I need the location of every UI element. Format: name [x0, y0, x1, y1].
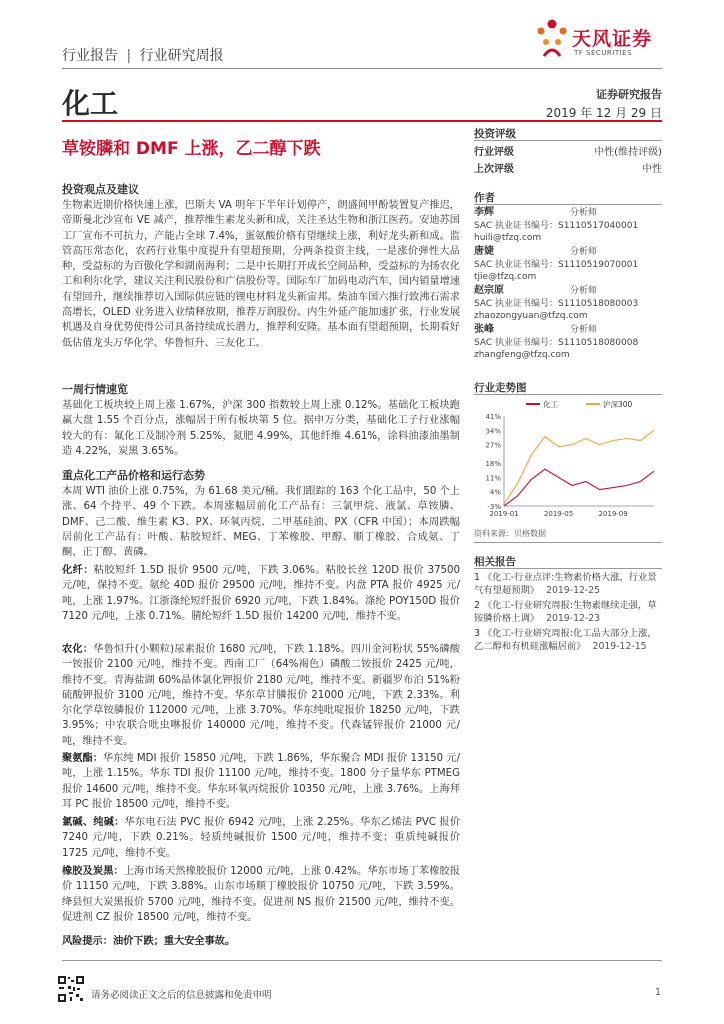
author-email[interactable]: tjie@tfzq.com [474, 272, 537, 282]
x-tick-label: 2019-01 [489, 510, 519, 518]
footer-divider [62, 960, 662, 961]
header-divider [62, 68, 662, 69]
report-date: 2019 年 12 月 29 日 [545, 106, 662, 120]
brand-name: 天风证券 [572, 28, 653, 50]
x-tick-label: 2019-05 [543, 510, 574, 518]
paragraph-weekly: 基础化工板块较上周上涨 1.67%，沪深 300 指数较上周上涨 0.12%。基础化工板块跑赢大盘 1.55 个百分点，涨幅居于所有板块第 5 位。据申万分类，基础化工子行业涨幅较大的有：氟化工及制冷剂 5.25%，氮肥 4.99%，其他纤维 4.61%，涂料油漆油墨制造 4.22%，炭黑 3.65%。 [62, 400, 460, 457]
author-card: 张峰 分析师 SAC 执业证书编号：S1110518080008 zhangfeng@tfzq.com [474, 324, 662, 362]
authors-divider [474, 204, 662, 205]
report-title: 草铵膦和 DMF 上涨，乙二醇下跌 [62, 139, 321, 159]
related-report-item[interactable]: 3 《化工-行业研究周报:化工品大部分上涨，乙二醇和有机硅涨幅居前》 2019-12-15 [474, 628, 657, 653]
industry-category: 化工 [62, 87, 119, 120]
paragraph-pu: 聚氨酯：华东纯 MDI 报价 15850 元/吨，下跌 1.86%，华东聚合 MDI 报价 13150 元/吨，上涨 1.15%。华东 TDI 报价 11100 元/吨，维持不变。1800 分子量华东 PTMEG 报价 14600 元/吨，维持不变。华东环氧丙烷报价 10350 元/吨，上涨 3.76%。上海拜耳 PC 报价 18500 元/吨，维持不变。 [62, 753, 460, 810]
y-tick-label: 41% [485, 413, 501, 421]
paragraph-risk: 风险提示：油价下跌；重大安全事故。 [62, 936, 236, 947]
paragraph-agro: 农化：华鲁恒升(小颗粒)尿素报价 1680 元/吨，下跌 1.18%。四川金河粉状 55%磷酸一铵报价 2100 元/吨，维持不变。西南工厂（64%褐色）磷酸二铵报价 2425 元/吨，维持不变。青海盐湖 60%晶体氯化钾报价 2180 元/吨，维持不变。新疆罗布泊 51%粉硫酸钾报价 3100 元/吨，维持不变。华东草甘膦报价 21000 元/吨，下跌 2.33%。利尔化学草铵膦报价 112000 元/吨，上涨 3.70%。华东纯吡啶报价 18250 元/吨，下跌 3.95%；中农联合吡虫啉报价 140000 元/吨，维持不变。代森锰锌报价 21000 元/吨，维持不变。 [62, 644, 461, 747]
related-divider [474, 568, 662, 569]
y-tick-label: 11% [485, 474, 501, 483]
author-card: 唐婕 分析师 SAC 执业证书编号：S1110519070001 tjie@tfzq.com [474, 246, 662, 284]
related-report-item[interactable]: 1 《化工-行业点评:生物素价格大涨，行业景气有望超预期》 2019-12-25 [474, 572, 657, 597]
brand-logo-icon [532, 16, 572, 60]
header-report-type: 行业报告 | 行业研究周报 [62, 48, 224, 64]
legend-label: 化工 [543, 400, 558, 409]
paragraph-views: 生物素近期价格快速上涨，巴斯夫 VA 明年下半年计划停产，朗盛间甲酚装置复产推迟，帝斯曼北沙宣布 VE 减产，推荐维生素龙头新和成，关注圣达生物和浙江医药。安迪苏国工厂宣布不可抗力，产能占全球 7.4%，蛋氨酸价格有望继续上涨，利好龙头新和成。监管高压常态化，农药行业集中度提升有望超预期，分两条投资主线，一是涨价弹性大品种，受益标的为百傲化学和湖南海利；二是中长期打开成长空间品种，受益标的为扬农化工和利尔化学，建议关注利民股份和广信股份等。国际车厂加码电动汽车，国内销量增速有望回升，继续推荐切入国际供应链的锂电材料龙头新宙邦。柴油车国六推行致沸石需求高增长，OLED 业务进入业绩释放期，推荐万润股份。内生外延产能加速扩张，行业发展机遇及自身优势使得公司具备持续成长潜力，推荐利安隆。基本面有望超预期，长期看好低估值龙头万华化学、华鲁恒升、三友化工。 [62, 200, 460, 349]
y-tick-label: 27% [485, 441, 501, 450]
author-email[interactable]: zhaozongyuan@tfzq.com [474, 311, 588, 321]
author-card: 李辉 分析师 SAC 执业证书编号：S1110517040001 huili@tfzq.com [474, 207, 662, 245]
paragraph-chlor-alkali: 氯碱、纯碱：华东电石法 PVC 报价 6942 元/吨，上涨 2.25%。华东乙烯法 PVC 报价 7240 元/吨，下跌 0.21%。轻质纯碱报价 1500 元/吨，维持不变；重质纯碱报价 1725 元/吨，维持不变。 [62, 817, 461, 859]
rating-heading: 投资评级 [474, 128, 516, 140]
legend-label: 沪深300 [603, 400, 633, 409]
paragraph-fiber: 化纤：粘胶短纤 1.5D 报价 9500 元/吨，下跌 3.06%。粘胶长丝 120D 报价 37500 元/吨，保持不变。氨纶 40D 报价 29500 元/吨，维持不变。内盘 PTA 报价 4925 元/吨，上涨 1.97%。江浙涤纶短纤报价 6920 元/吨，下跌 1.84%。涤纶 POY150D 报价 7120 元/吨，上涨 0.71%。腈纶短纤 1.5D 报价 14200 元/吨，维持不变。 [62, 565, 461, 622]
paragraph-rubber: 橡胶及炭黑：上海市场天然橡胶报价 12000 元/吨，上涨 0.42%。华东市场丁苯橡胶报价 11150 元/吨，下跌 3.88%。山东市场顺丁橡胶报价 10750 元/吨，下跌 3.59%。绛县恒大炭黑报价 5700 元/吨，维持不变。促进剂 NS 报价 21500 元/吨，维持不变。促进剂 CZ 报价 18500 元/吨，维持不变。 [62, 866, 460, 923]
author-email[interactable]: huili@tfzq.com [474, 233, 542, 243]
related-heading: 相关报告 [474, 556, 516, 568]
chart-source-divider [474, 542, 662, 543]
series-line [504, 430, 654, 504]
author-email[interactable]: zhangfeng@tfzq.com [474, 350, 570, 360]
authors-heading: 作者 [474, 192, 495, 204]
section-heading-views: 投资观点及建议 [62, 183, 139, 196]
footer-disclaimer: 请务必阅读正文之后的信息披露和免责申明 [91, 990, 272, 1001]
trend-chart [474, 398, 662, 522]
section-heading-weekly: 一周行情速览 [62, 383, 128, 396]
paragraph-prices: 本周 WTI 油价上涨 0.75%，为 61.68 美元/桶。我们跟踪的 163 个化工品中，50 个上涨、64 个持平、49 个下跌。本周涨幅居前化工产品有：三氯甲烷、液氯、草铵膦、DMF、己二酸、维生素 K3、PX、环氧丙烷、二甲基硅油、PX（CFR 中国）；本周跌幅居前化工产品有：叶酸、粘胶短纤、MEG、丁苯橡胶、甲醇、顺丁橡胶、合成氨、丁酮、正丁醇、黄磷。 [62, 486, 460, 559]
chart-source: 资料来源：贝格数据 [474, 529, 546, 538]
rating-row-previous: 上次评级 中性 [474, 164, 662, 175]
y-tick-label: 4% [489, 488, 501, 497]
x-tick-label: 2019-09 [598, 510, 628, 518]
trend-heading: 行业走势图 [474, 382, 527, 394]
page-number: 1 [655, 987, 662, 998]
section-heading-prices: 重点化工产品价格和运行态势 [62, 469, 205, 482]
author-card: 赵宗原 分析师 SAC 执业证书编号：S1110518080003 zhaozongyuan@tfzq.com [474, 285, 662, 323]
related-report-item[interactable]: 2 《化工-行业研究周报:生物素继续走强，草铵膦价格上调》 2019-12-23 [474, 600, 657, 625]
brand-name-en: TF SECURITIES [574, 49, 633, 57]
trend-divider [474, 394, 662, 395]
series-line [504, 469, 654, 506]
y-tick-label: 18% [485, 460, 501, 469]
qr-code-icon [57, 975, 85, 1003]
rating-row-current: 行业评级 中性(维持评级) [474, 147, 662, 158]
y-tick-label: -3% [487, 503, 501, 511]
rating-divider [474, 140, 662, 141]
y-tick-label: 34% [485, 427, 501, 436]
report-label: 证券研究报告 [596, 88, 662, 101]
title-divider [62, 120, 662, 122]
